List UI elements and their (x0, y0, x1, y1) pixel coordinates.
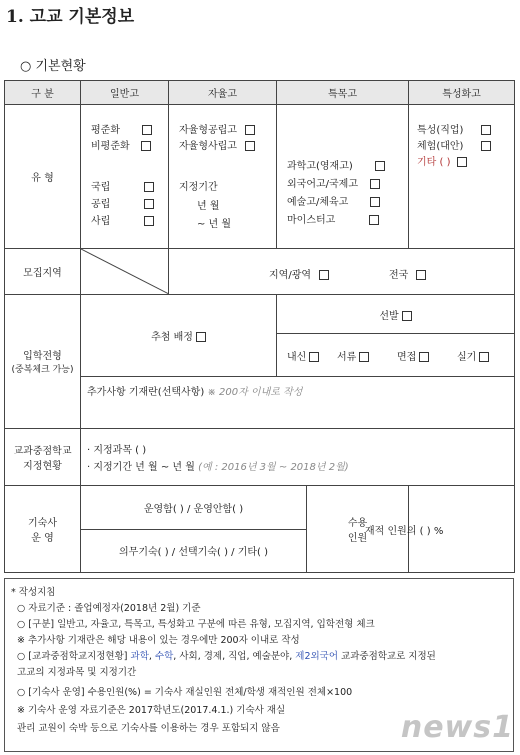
lottery-label: 추첨 배정 (151, 332, 193, 344)
section-subtitle: ○ 기본현황 (20, 59, 86, 74)
checkbox[interactable] (309, 352, 319, 362)
note-line: ※ 추가사항 기재란은 해당 내용이 있는 경우에만 200자 이내로 작성 (17, 635, 300, 646)
checkbox[interactable] (416, 270, 426, 280)
curriculum-label: 교과중점학교 (13, 446, 72, 458)
admission-label-sub: (중복체크 가능) (11, 365, 74, 376)
checkbox[interactable] (245, 125, 255, 135)
period-to: ~ 년 월 (197, 218, 232, 230)
note-line: * 작성지침 (11, 587, 56, 598)
recruit-label: 모집지역 (5, 248, 81, 294)
admission-label-cell (5, 295, 81, 429)
type-special-purpose-cell (277, 104, 409, 248)
lottery-cell (81, 295, 277, 377)
option-label: 지역/광역 (269, 269, 312, 281)
checkbox[interactable] (245, 141, 255, 151)
checkbox[interactable] (319, 270, 329, 280)
type-label: 유 형 (5, 104, 81, 248)
enrolled-cell[interactable] (365, 486, 515, 573)
checkbox[interactable] (144, 199, 154, 209)
type-autonomous-cell (169, 104, 277, 248)
dorm-operate-cell[interactable] (81, 486, 307, 529)
writing-guidelines: * 작성지침 ○ 자료기준 : 졸업예정자(2018년 2월) 기준 ○ [구분] 일반고, 자율고, 특목고, 특성화고 구분에 따른 유형, 모집지역, 입학전형 체크 ※ 추가사항 기재란은 해당 내용이 있는 경우에만 200자 이내로 작성 ○ [교과중점학교지정현황] 과학, 수학, 사회, 경제, 직업, 예술분야, 제2외국어 교과중점학교로 지정된 고교의 지정과목 및 지정기간 ○ [기숙사 운영] 수용인원(%) = 기숙사 재실인원 전체/학생 재적인원 전체×100 ※ 기숙사 운영 자료기준은 2017학년도(2017.4.1.) 기숙사 재실 관리 교원이 숙박 등으로 기숙사를 이용하는 경우 포함되지 않음 (4, 578, 514, 752)
header-specialized: 특성화고 (409, 81, 515, 105)
dorm-label-cell (5, 486, 81, 573)
checkbox[interactable] (375, 161, 385, 171)
page-title: 1. 고교 기본정보 (6, 7, 135, 27)
checkbox[interactable] (196, 332, 206, 342)
checkbox[interactable] (369, 215, 379, 225)
option-label: 과학고(영재고) (287, 160, 353, 172)
checkbox[interactable] (370, 179, 380, 189)
option-label: 사립 (91, 215, 111, 227)
option-label: 비평준화 (91, 140, 130, 152)
dorm-label2: 운 영 (31, 533, 54, 545)
selection-label: 선발 (379, 310, 399, 322)
note-line: 고교의 지정과목 및 지정기간 (17, 667, 137, 678)
checkbox[interactable] (144, 182, 154, 192)
option-label: 체험(대안) (417, 140, 464, 152)
curriculum-period: · 지정기간 년 월 ~ 년 월 (87, 461, 195, 473)
basic-info-table (4, 80, 515, 573)
admission-extra-cell[interactable] (81, 377, 515, 428)
header-general: 일반고 (81, 81, 169, 105)
checkbox[interactable] (141, 141, 151, 151)
type-specialized-cell (409, 104, 515, 248)
selection-options-cell (277, 334, 515, 377)
admission-label: 입학전형 (23, 351, 62, 363)
news-watermark: news1 (400, 710, 514, 745)
type-general-cell (81, 104, 169, 248)
dorm-label: 기숙사 (28, 518, 57, 530)
subject-highlight: 제2외국어 (295, 651, 339, 662)
note-line: ○ 자료기준 : 졸업예정자(2018년 2월) 기준 (17, 603, 201, 614)
checkbox[interactable] (479, 352, 489, 362)
checkbox[interactable] (481, 125, 491, 135)
checkbox[interactable] (402, 311, 412, 321)
checkbox[interactable] (359, 352, 369, 362)
curriculum-label-cell (5, 428, 81, 486)
extra-label: 추가사항 기재란(선택사항) (87, 387, 205, 399)
note-line: ○ [교과중점학교지정현황] (17, 651, 128, 662)
period-from: 년 월 (197, 200, 220, 212)
capacity-label: 수용 (347, 518, 368, 530)
note-line: ※ 기숙사 운영 자료기준은 2017학년도(2017.4.1.) 기숙사 재실 (17, 705, 286, 716)
checkbox[interactable] (142, 125, 152, 135)
diagonal-strike (81, 249, 169, 294)
option-label: 면접 (397, 352, 417, 364)
option-label: 기타 ( ) (417, 156, 451, 168)
option-label: 마이스터고 (287, 214, 336, 226)
curriculum-content-cell[interactable] (81, 428, 515, 486)
header-autonomous: 자율고 (169, 81, 277, 105)
dorm-type-cell[interactable] (81, 529, 307, 572)
option-label: 공립 (91, 198, 111, 210)
checkbox[interactable] (457, 157, 467, 167)
header-category: 구 분 (5, 81, 81, 105)
dorm-type: 의무기숙( ) / 선택기숙( ) / 기타( ) (119, 547, 268, 559)
capacity-label2: 인원 (347, 533, 368, 545)
checkbox[interactable] (370, 197, 380, 207)
curriculum-period-example: (예 : 2016년 3월 ~ 2018년 2월) (198, 461, 349, 473)
checkbox[interactable] (481, 141, 491, 151)
header-special-purpose: 특목고 (277, 81, 409, 105)
subject-text: 교과중점학교로 지정된 (338, 651, 436, 662)
dorm-operate: 운영함( ) / 운영안함( ) (143, 504, 244, 516)
note-line: ○ [기숙사 운영] 수용인원(%) = 기숙사 재실인원 전체/학생 재적인원 전체×100 (17, 687, 353, 698)
period-label: 지정기간 (179, 181, 218, 193)
option-label: 외국어고/국제고 (287, 178, 358, 190)
option-label: 평준화 (91, 124, 120, 136)
subject-highlight: 수학 (154, 651, 174, 662)
option-label: 전국 (389, 269, 409, 281)
note-line: ○ [구분] 일반고, 자율고, 특목고, 특성화고 구분에 따른 유형, 모집지역, 입학전형 체크 (17, 619, 375, 630)
option-label: 국립 (91, 181, 111, 193)
option-label: 내신 (287, 352, 307, 364)
option-label: 실기 (457, 352, 477, 364)
option-label: 자율형공립고 (179, 124, 237, 136)
option-label: 특성(직업) (417, 124, 464, 136)
note-line: 관리 교원이 숙박 등으로 기숙사를 이용하는 경우 포함되지 않음 (17, 723, 280, 734)
option-label: 서류 (337, 352, 357, 364)
recruit-blank-cell (81, 248, 169, 294)
checkbox[interactable] (144, 216, 154, 226)
extra-hint: ※ 200자 이내로 작성 (207, 387, 303, 399)
recruit-options-cell (169, 248, 515, 294)
enrolled-ratio: 재적 인원의 ( ) % (365, 526, 444, 538)
option-label: 자율형사립고 (179, 140, 237, 152)
curriculum-subject: · 지정과목 ( ) (87, 444, 147, 456)
curriculum-label2: 지정현황 (23, 461, 62, 473)
subject-text: , 사회, 경제, 직업, 예술분야, (173, 651, 296, 662)
subject-highlight: 과학 (130, 651, 149, 662)
option-label: 예술고/체육고 (287, 196, 349, 208)
selection-cell (277, 295, 515, 334)
checkbox[interactable] (419, 352, 429, 362)
